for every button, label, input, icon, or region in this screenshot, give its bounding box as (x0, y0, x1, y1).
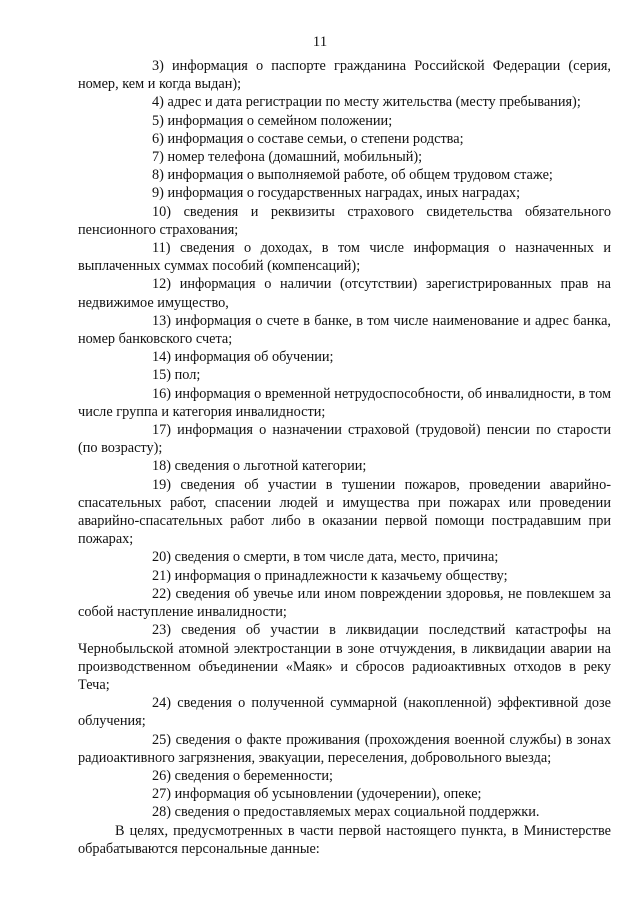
item-number: 12) (152, 276, 172, 293)
list-item (78, 275, 611, 311)
item-text: информация о государственных наградах, иных наградах; (167, 185, 521, 202)
item-number: 8) (152, 167, 164, 184)
item-number: 14) (152, 349, 172, 366)
item-number: 19) (152, 476, 172, 493)
item-text: информация о назначении страховой (трудовой) пенсии по старости (по возрасту); (78, 422, 611, 457)
item-text: информация о выполняемой работе, об общем трудовом стаже; (167, 167, 553, 184)
item-text: сведения об участии в ликвидации последствий катастрофы на Чернобыльской атомной электростанции в зоне отчуждения, в ликвидации аварии на производственном объединении «Маяк» и сбросов радиоактивных отходов в реку Теча; (78, 622, 612, 693)
item-text: сведения о полученной суммарной (накопленной) эффективной дозе облучения; (78, 695, 611, 730)
item-number: 9) (152, 185, 164, 202)
item-number: 16) (152, 385, 172, 402)
item-text: сведения об участии в тушении пожаров, проведении аварийно-спасательных работ, спасении людей и имущества при пожарах или проведении аварийно-спасательных работ либо в оказании первой помощи пострадавшим при пожарах; (78, 476, 611, 548)
item-number: 13) (152, 312, 172, 329)
item-text: сведения о факте проживания (прохождения военной службы) в зонах радиоактивного загрязнения, эвакуации, переселения, добровольного выезда; (78, 731, 611, 766)
list-item (78, 548, 611, 566)
item-text: информация о временной нетрудоспособности, об инвалидности, в том числе группа и категория инвалидности; (78, 385, 612, 420)
page-number: 11 (312, 34, 328, 50)
item-number: 26) (152, 767, 172, 784)
list-item (78, 166, 611, 184)
item-text: информация об обучении; (174, 349, 334, 366)
item-text: адрес и дата регистрации по месту жительства (месту пребывания); (167, 94, 581, 111)
list-item (78, 731, 611, 767)
list-item (78, 57, 611, 93)
list-item (78, 567, 611, 585)
list-item (78, 348, 611, 366)
item-number: 22) (152, 585, 172, 602)
list-item (78, 203, 611, 239)
item-number: 27) (152, 786, 172, 803)
item-text: сведения о беременности; (174, 767, 333, 784)
list-item (78, 476, 611, 549)
item-text: информация о счете в банке, в том числе наименование и адрес банка, номер банковского счета; (78, 312, 612, 348)
item-number: 17) (152, 422, 172, 439)
item-number: 21) (152, 567, 172, 584)
item-number: 3) (152, 58, 164, 74)
list-item (78, 694, 611, 730)
list-item (78, 93, 611, 111)
list-item (78, 184, 611, 202)
item-number: 20) (152, 549, 172, 566)
item-number: 6) (152, 130, 164, 147)
item-text: сведения о доходах, в том числе информация о назначенных и выплаченных суммах пособий (компенсаций); (78, 240, 611, 275)
list-item (78, 767, 611, 785)
item-text: информация об усыновлении (удочерении), опеке; (174, 786, 482, 803)
item-text: пол; (174, 367, 201, 384)
item-number: 18) (152, 458, 172, 475)
item-number: 25) (152, 731, 172, 748)
item-text: информация о семейном положении; (167, 112, 393, 129)
item-number: 11) (152, 240, 171, 257)
item-text: сведения об увечье или ином повреждении здоровья, не повлекшем за собой наступление инвалидности; (78, 585, 611, 621)
list-item (78, 112, 611, 130)
list-item (78, 585, 611, 621)
list-item (78, 803, 611, 821)
item-text: информация о принадлежности к казачьему обществу; (174, 567, 508, 584)
list-item (78, 148, 611, 166)
item-text: номер телефона (домашний, мобильный); (167, 149, 423, 166)
list-item (78, 457, 611, 475)
item-text: сведения о льготной категории; (174, 458, 367, 475)
document-body (78, 57, 611, 858)
item-text: сведения о смерти, в том числе дата, место, причина; (174, 549, 499, 566)
item-text: информация о составе семьи, о степени родства; (167, 130, 464, 147)
list-item (78, 785, 611, 803)
item-number: 5) (152, 112, 164, 129)
list-item (78, 385, 611, 421)
closing-paragraph: В целях, предусмотренных в части первой настоящего пункта, в Министерстве обрабатываются персональные данные: (78, 822, 611, 857)
item-text: информация о паспорте гражданина Российской Федерации (серия, номер, кем и когда выдан); (78, 58, 611, 93)
list-item (78, 621, 611, 694)
item-number: 15) (152, 367, 172, 384)
list-item (78, 366, 611, 384)
list-item (78, 312, 611, 348)
item-number: 4) (152, 94, 164, 111)
list-item (78, 130, 611, 148)
item-text: информация о наличии (отсутствии) зарегистрированных прав на недвижимое имущество, (78, 276, 611, 311)
list-item (78, 421, 611, 457)
list-item (78, 239, 611, 275)
item-number: 7) (152, 149, 164, 166)
item-number: 23) (152, 622, 172, 639)
item-number: 24) (152, 695, 172, 712)
item-number: 10) (152, 203, 172, 220)
item-number: 28) (152, 804, 172, 821)
item-text: сведения о предоставляемых мерах социальной поддержки. (174, 804, 540, 821)
item-text: сведения и реквизиты страхового свидетельства обязательного пенсионного страхования; (78, 203, 611, 238)
